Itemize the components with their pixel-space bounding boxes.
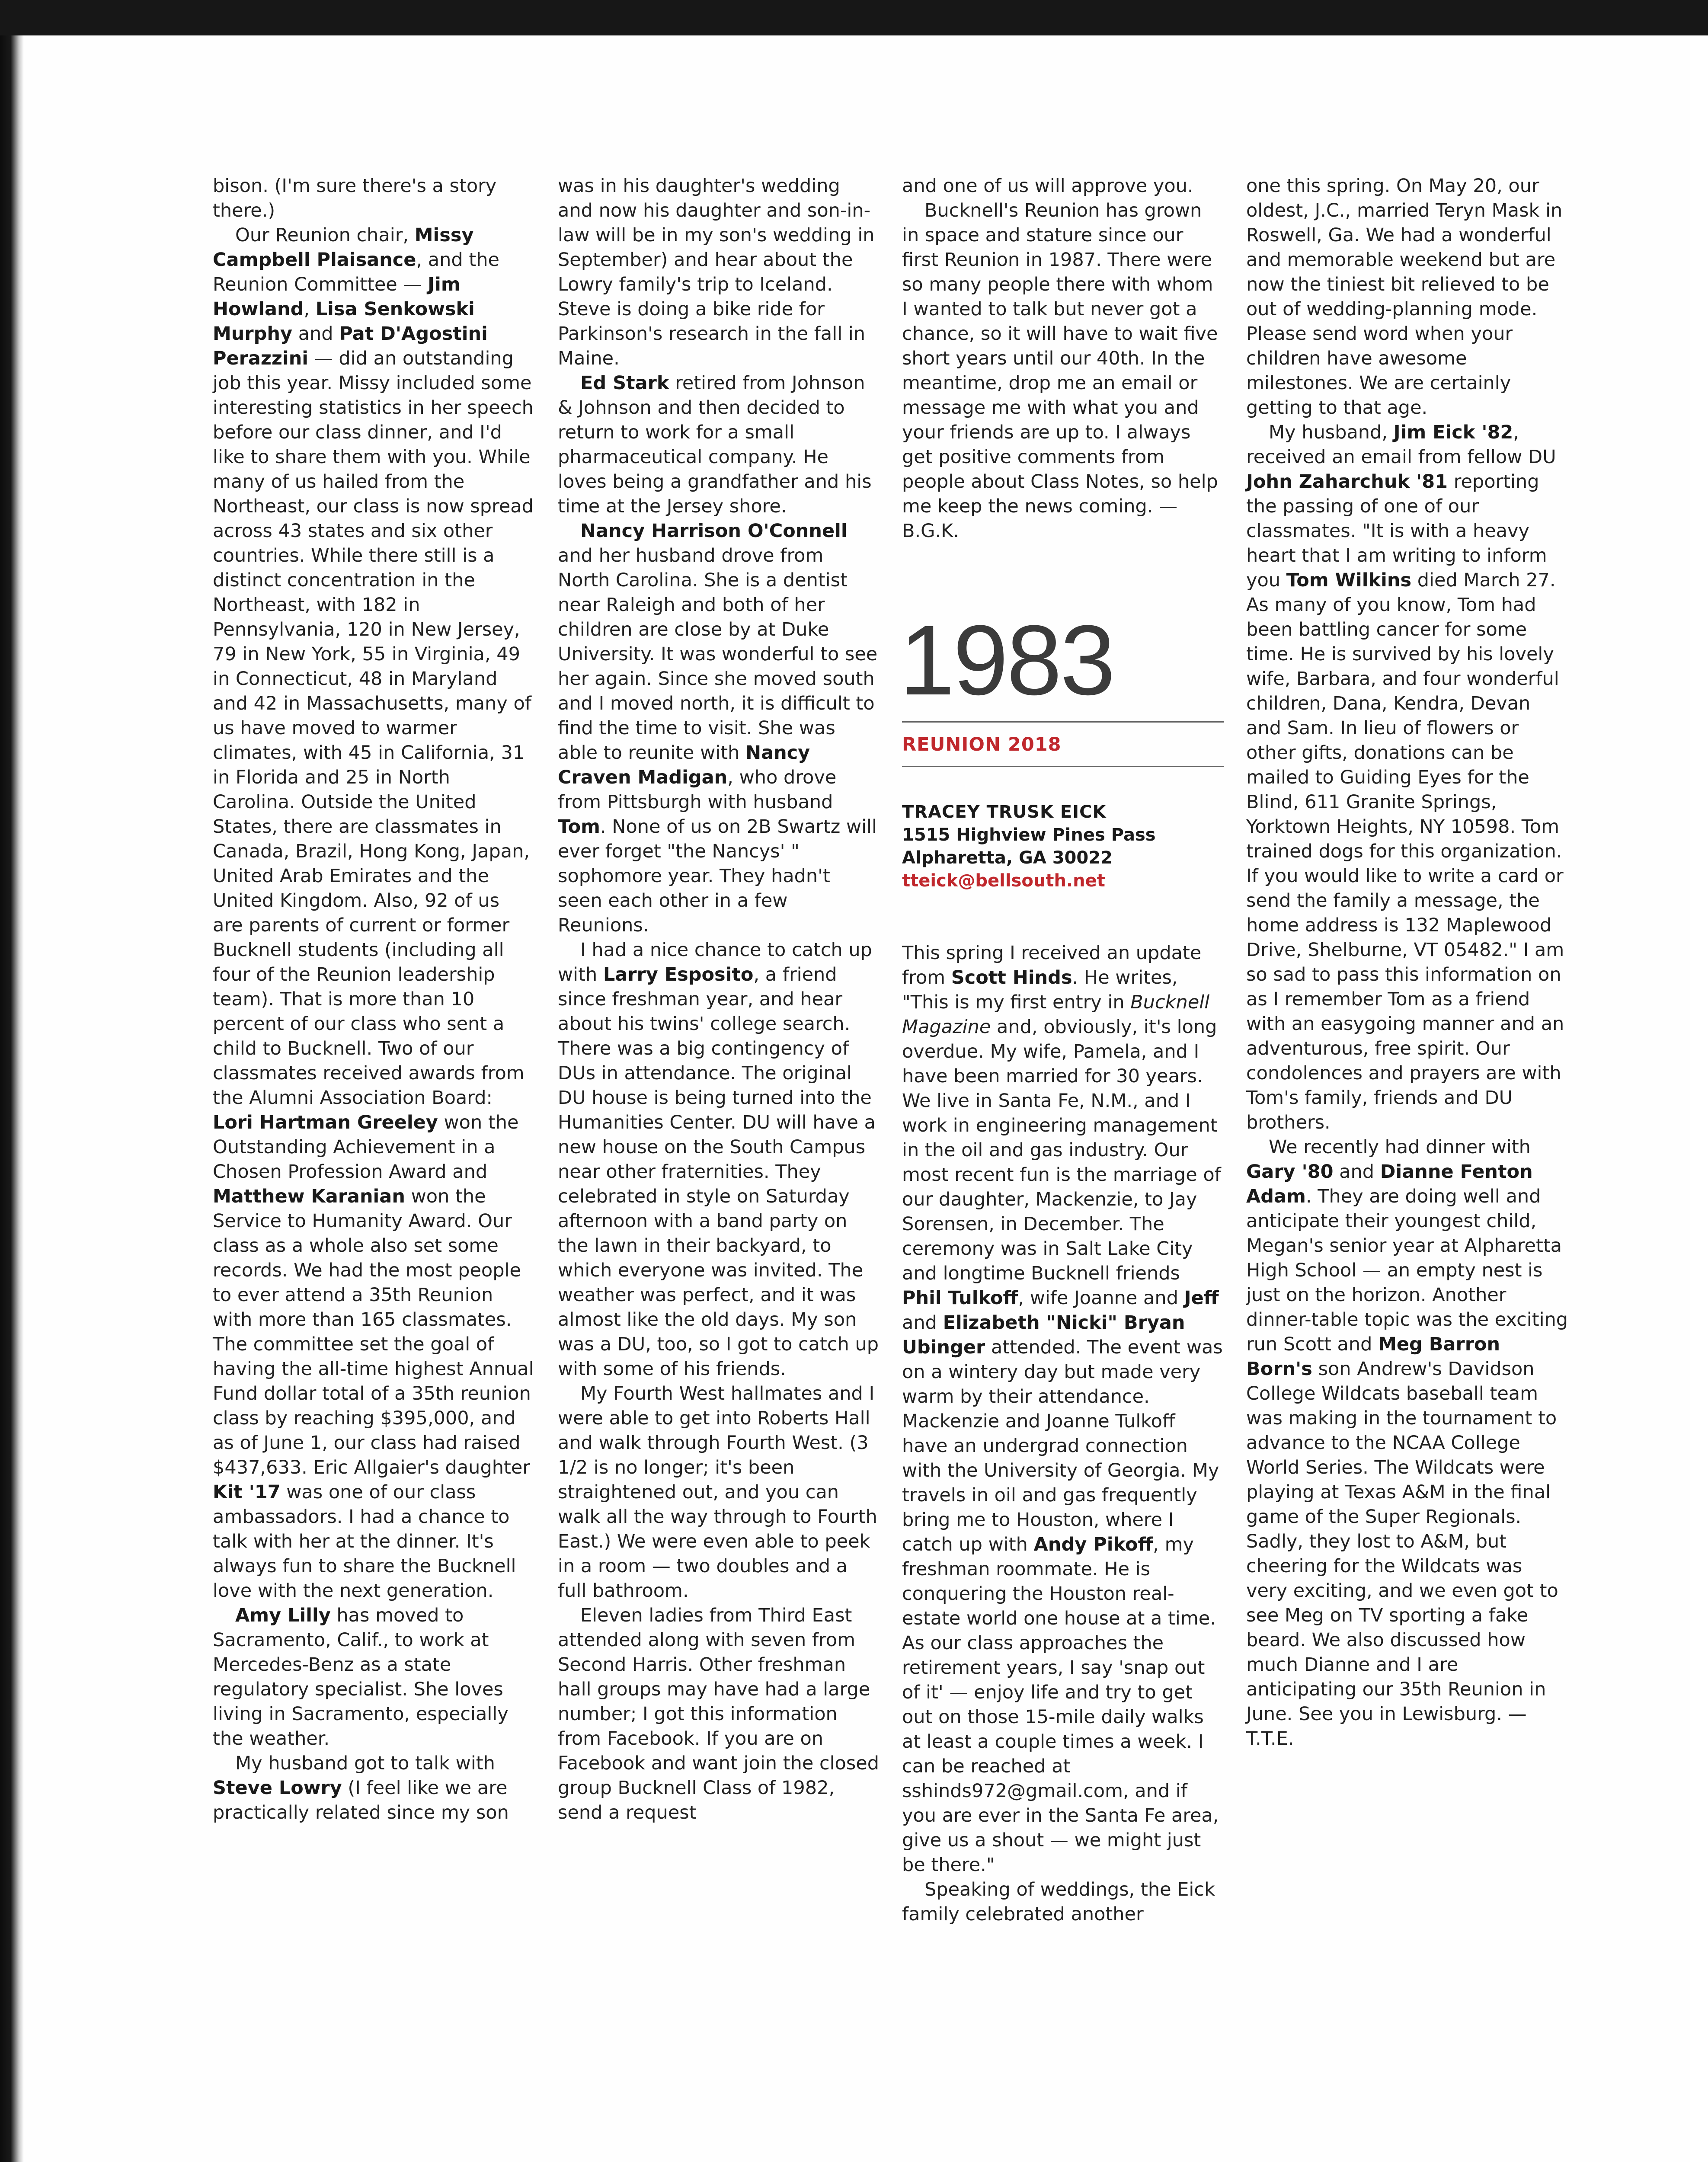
person-name: Scott Hinds xyxy=(951,967,1072,988)
person-name: Nancy Craven Madigan xyxy=(558,742,810,788)
person-name: Elizabeth "Nicki" Bryan Ubinger xyxy=(902,1312,1185,1358)
person-name: Missy Campbell Plaisance xyxy=(213,224,474,271)
text-column-4 xyxy=(1246,174,1568,1751)
text-column-2 xyxy=(558,174,880,1825)
paragraph: This spring I received an update from Scott Hinds. He writes, "This is my first entry in Bucknell Magazine and, obviously, it's long overdue. My wife, Pamela, and I have been married for 30 years. We live in Santa Fe, N.M., and I work in engineering management in the oil and gas industry. Our most recent fun is the marriage of our daughter, Mackenzie, to Jay Sorensen, in December. The ceremony was in Salt Lake City and longtime Bucknell friends Phil Tulkoff, wife Joanne and Jeff and Elizabeth "Nicki" Bryan Ubinger attended. The event was on a wintery day but made very warm by their attendance. Mackenzie and Joanne Tulkoff have an undergrad connection with the University of Georgia. My travels in oil and gas frequently bring me to Houston, where I catch up with Andy Pikoff, my freshman roommate. He is conquering the Houston real-estate world one house at a time. As our class approaches the retirement years, I say 'snap out of it' — enjoy life and try to get out on those 15-mile daily walks at least a couple times a week. I can be reached at sshinds972@gmail.com, and if you are ever in the Santa Fe area, give us a shout — we might just be there." xyxy=(902,942,1223,1876)
reporter-email-link[interactable]: tteick@bellsouth.net xyxy=(902,871,1105,891)
paragraph: Nancy Harrison O'Connell and her husband drove from North Carolina. She is a dentist near Raleigh and both of her children are close by at Duke University. It was wonderful to see her again. Since she moved south and I moved north, it is difficult to find the time to visit. She was able to reunite with Nancy Craven Madigan, who drove from Pittsburgh with husband Tom. None of us on 2B Swartz will ever forget "the Nancys' " sophomore year. They hadn't seen each other in a few Reunions. xyxy=(558,520,878,936)
person-name: Jim Eick '82 xyxy=(1393,422,1513,443)
reporter-name: TRACEY TRUSK EICK xyxy=(902,802,1107,822)
person-name: Gary '80 xyxy=(1246,1161,1334,1183)
person-name: Nancy Harrison O'Connell xyxy=(580,520,848,542)
person-name: Amy Lilly xyxy=(235,1605,331,1626)
binding-shadow xyxy=(0,35,24,2162)
paragraph: Bucknell's Reunion has grown in space and stature since our first Reunion in 1987. There were so many people there with whom I wanted to talk but never got a chance, so it will have to wait five short years until our 40th. In the meantime, drop me an email or message me with what you and your friends are up to. I always get positive comments from people about Class Notes, so help me keep the news coming. — B.G.K. xyxy=(902,200,1218,542)
person-name: Kit '17 xyxy=(213,1481,281,1503)
paragraph: My husband got to talk with Steve Lowry (I feel like we are practically related since my son xyxy=(213,1753,509,1823)
person-name: Jim Howland xyxy=(213,274,461,320)
paragraph: bison. (I'm sure there's a story there.) xyxy=(213,175,497,221)
class-reporter-contact xyxy=(902,801,1224,892)
reunion-label: REUNION 2018 xyxy=(902,734,1062,755)
person-name: Jeff xyxy=(1184,1287,1219,1309)
paragraph: My Fourth West hallmates and I were able to get into Roberts Hall and walk through Fourth West. (3 1/2 is no longer; it's been straightened out, and you can walk all the way through to Fourth East.) We were even able to peek in a room — two doubles and a full bathroom. xyxy=(558,1383,877,1602)
person-name: Lori Hartman Greeley xyxy=(213,1112,438,1133)
class-year-heading: 1983 xyxy=(899,604,1114,716)
publication-title: Bucknell Magazine xyxy=(902,991,1210,1038)
paragraph: My husband, Jim Eick '82, received an email from fellow DU John Zaharchuk '81 reporting the passing of one of our classmates. "It is with a heavy heart that I am writing to inform you Tom Wilkins died March 27. As many of you know, Tom had been battling cancer for some time. He is survived by his lovely wife, Barbara, and four wonderful children, Dana, Kendra, Devan and Sam. In lieu of flowers or other gifts, donations can be mailed to Guiding Eyes for the Blind, 611 Granite Springs, Yorktown Heights, NY 10598. Tom trained dogs for this organization. If you would like to write a card or send the family a message, the home address is 132 Maplewood Drive, Shelburne, VT 05482." I am so sad to pass this information on as I remember Tom as a friend with an easygoing manner and an adventurous, free spirit. Our condolences and prayers are with Tom's family, friends and DU brothers. xyxy=(1246,422,1564,1133)
paragraph: was in his daughter's wedding and now his daughter and son-in-law will be in my son's wedding in September) and hear about the Lowry family's trip to Iceland. Steve is doing a bike ride for Parkinson's research in the fall in Maine. xyxy=(558,175,875,369)
person-name: Pat D'Agostini Perazzini xyxy=(213,323,488,369)
paragraph: I had a nice chance to catch up with Larry Esposito, a friend since freshman year, and hear about his twins' college search. There was a big contingency of DUs in attendance. The original DU house is being turned into the Humanities Center. DU will have a new house on the South Campus near other fraternities. They celebrated in style on Saturday afternoon with a band party on the lawn in their backyard, to which everyone was invited. The weather was perfect, and it was almost like the old days. My son was a DU, too, so I got to catch up with some of his friends. xyxy=(558,939,879,1380)
person-name: Phil Tulkoff xyxy=(902,1287,1018,1309)
person-name: Lisa Senkowski Murphy xyxy=(213,298,475,345)
paragraph: one this spring. On May 20, our oldest, J.C., married Teryn Mask in Roswell, Ga. We had a wonderful and memorable weekend but are now the tiniest bit relieved to be out of wedding-planning mode. Please send word when your children have awesome milestones. We are certainly getting to that age. xyxy=(1246,175,1563,419)
person-name: Steve Lowry xyxy=(213,1777,342,1799)
person-name: Ed Stark xyxy=(580,372,669,394)
paragraph: Ed Stark retired from Johnson & Johnson and then decided to return to work for a small pharmaceutical company. He loves being a grandfather and his time at the Jersey shore. xyxy=(558,372,872,517)
person-name: Andy Pikoff xyxy=(1033,1534,1153,1555)
text-column-3 xyxy=(899,174,1224,1927)
paragraph: Amy Lilly has moved to Sacramento, Calif., to work at Mercedes-Benz as a state regulatory specialist. She loves living in Sacramento, especially the weather. xyxy=(213,1605,509,1749)
person-name: Matthew Karanian xyxy=(213,1186,405,1207)
person-name: Tom xyxy=(558,816,600,838)
reporter-street: 1515 Highview Pines Pass xyxy=(902,825,1156,845)
paragraph: Eleven ladies from Third East attended along with seven from Second Harris. Other freshman hall groups may have had a large number; I got this information from Facebook. If you are on Facebook and want join the closed group Bucknell Class of 1982, send a request xyxy=(558,1605,879,1823)
section-rule xyxy=(902,766,1224,767)
person-name: Tom Wilkins xyxy=(1286,569,1412,591)
person-name: Dianne Fenton Adam xyxy=(1246,1161,1533,1207)
paragraph: and one of us will approve you. xyxy=(902,175,1193,197)
scan-top-border xyxy=(0,0,1708,35)
person-name: Larry Esposito xyxy=(603,964,754,985)
magazine-page xyxy=(0,35,1690,2162)
text-column-1 xyxy=(213,174,535,1825)
paragraph: We recently had dinner with Gary '80 and Dianne Fenton Adam. They are doing well and anticipate their youngest child, Megan's senior year at Alpharetta High School — an empty nest is just on the horizon. Another dinner-table topic was the exciting run Scott and Meg Barron Born's son Andrew's Davidson College Wildcats baseball team was making in the tournament to advance to the NCAA College World Series. The Wildcats were playing at Texas A&M in the final game of the Super Regionals. Sadly, they lost to A&M, but cheering for the Wildcats was very exciting, and we even got to see Meg on TV sporting a fake beard. We also discussed how much Dianne and I are anticipating our 35th Reunion in June. See you in Lewisburg. — T.T.E. xyxy=(1246,1136,1568,1749)
section-rule xyxy=(902,721,1224,723)
paragraph: Our Reunion chair, Missy Campbell Plaisance, and the Reunion Committee — Jim Howland, Lisa Senkowski Murphy and Pat D'Agostini Perazzini — did an outstanding job this year. Missy included some interesting statistics in her speech before our class dinner, and I'd like to share them with you. While many of us hailed from the Northeast, our class is now spread across 43 states and six other countries. While there still is a distinct concentration in the Northeast, with 182 in Pennsylvania, 120 in New Jersey, 79 in New York, 55 in Virginia, 49 in Connecticut, 48 in Maryland and 42 in Massachusetts, many of us have moved to warmer climates, with 45 in California, 31 in Florida and 25 in North Carolina. Outside the United States, there are classmates in Canada, Brazil, Hong Kong, Japan, United Arab Emirates and the United Kingdom. Also, 92 of us are parents of current or former Bucknell students (including all four of the Reunion leadership team). That is more than 10 percent of our class who sent a child to Bucknell. Two of our classmates received awards from the Alumni Association Board: Lori Hartman Greeley won the Outstanding Achievement in a Chosen Profession Award and Matthew Karanian won the Service to Humanity Award. Our class as a whole also set some records. We had the most people to ever attend a 35th Reunion with more than 165 classmates. The committee set the goal of having the all-time highest Annual Fund dollar total of a 35th reunion class by reaching $395,000, and as of June 1, our class had raised $437,633. Eric Allgaier's daughter Kit '17 was one of our class ambassadors. I had a chance to talk with her at the dinner. It's always fun to share the Bucknell love with the next generation. xyxy=(213,224,534,1602)
reporter-city: Alpharetta, GA 30022 xyxy=(902,848,1113,868)
paragraph: Speaking of weddings, the Eick family celebrated another xyxy=(902,1879,1215,1925)
person-name: Meg Barron Born's xyxy=(1246,1334,1500,1380)
person-name: John Zaharchuk '81 xyxy=(1246,471,1448,493)
